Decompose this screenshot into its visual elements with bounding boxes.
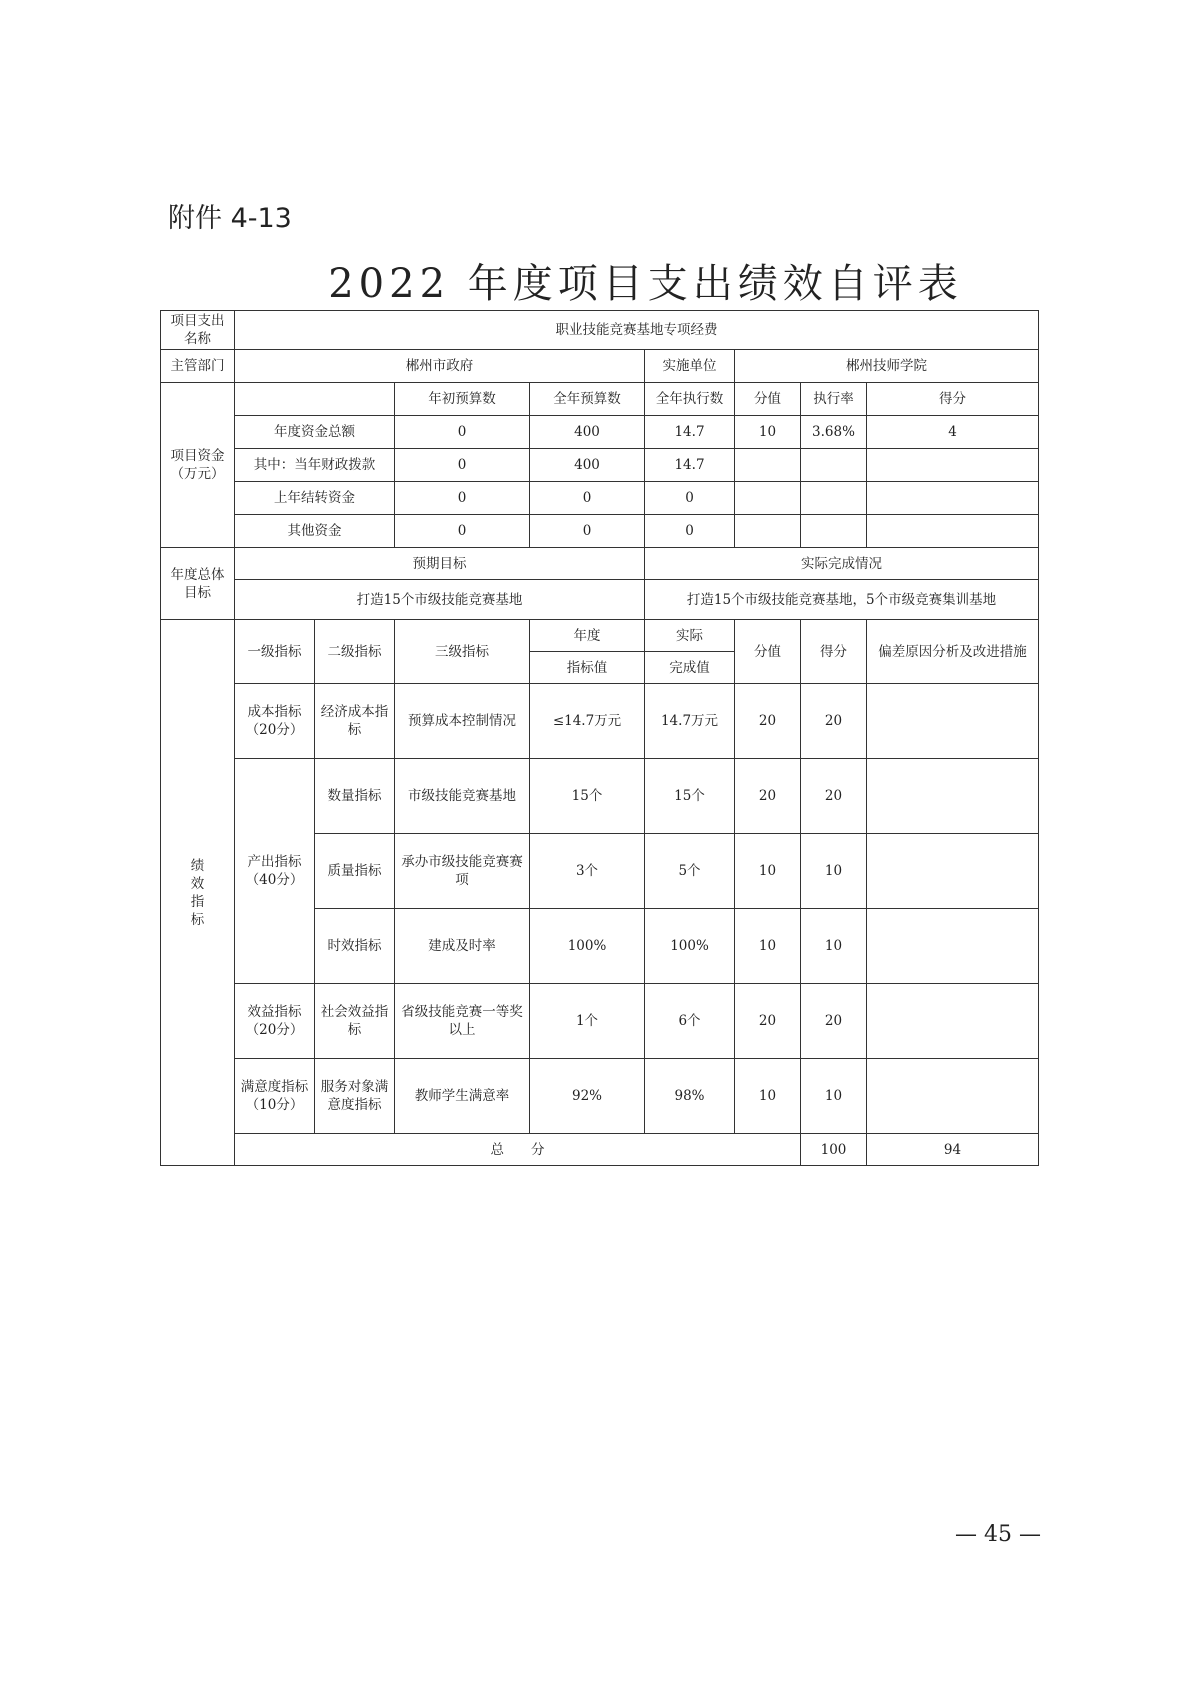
actual-cell: 100% xyxy=(645,909,735,984)
funds-executed: 0 xyxy=(645,515,735,548)
header-annual-top: 年度 xyxy=(530,620,645,652)
funds-score-value: 10 xyxy=(735,416,801,449)
total-score-value: 100 xyxy=(801,1134,867,1166)
score-cell: 20 xyxy=(801,759,867,834)
level2-cell: 质量指标 xyxy=(315,834,395,909)
target-cell: ≤14.7万元 xyxy=(530,684,645,759)
funds-row xyxy=(161,482,1039,515)
level2-cell: 时效指标 xyxy=(315,909,395,984)
deviation-cell xyxy=(867,684,1039,759)
goals-label: 年度总体目标 xyxy=(161,548,235,620)
funds-annual: 0 xyxy=(530,482,645,515)
level2-cell: 经济成本指标 xyxy=(315,684,395,759)
level1-cell: 效益指标（20分） xyxy=(235,984,315,1059)
funds-row-label: 其中：当年财政拨款 xyxy=(235,449,395,482)
score-cell: 10 xyxy=(801,834,867,909)
funds-rate xyxy=(801,449,867,482)
department-row xyxy=(161,350,1039,383)
total-row xyxy=(161,1134,1039,1166)
header-level1: 一级指标 xyxy=(235,620,315,684)
goals-expected-label: 预期目标 xyxy=(235,548,645,580)
actual-cell: 15个 xyxy=(645,759,735,834)
funds-initial: 0 xyxy=(395,449,530,482)
funds-score-value xyxy=(735,515,801,548)
funds-score: 4 xyxy=(867,416,1039,449)
level1-cell: 产出指标（40分） xyxy=(235,759,315,984)
funds-rate: 3.68% xyxy=(801,416,867,449)
attachment-number: 附件 4-13 xyxy=(168,203,292,234)
funds-score xyxy=(867,449,1039,482)
target-cell: 1个 xyxy=(530,984,645,1059)
department-value: 郴州市政府 xyxy=(235,350,645,383)
goals-header-row xyxy=(161,548,1039,580)
score-value-cell: 20 xyxy=(735,684,801,759)
score-cell: 20 xyxy=(801,984,867,1059)
funds-row xyxy=(161,416,1039,449)
target-cell: 92% xyxy=(530,1059,645,1134)
funds-executed: 14.7 xyxy=(645,416,735,449)
deviation-cell xyxy=(867,984,1039,1059)
funds-annual: 400 xyxy=(530,416,645,449)
funds-header-rate: 执行率 xyxy=(801,383,867,416)
funds-score xyxy=(867,482,1039,515)
header-deviation: 偏差原因分析及改进措施 xyxy=(867,620,1039,684)
department-label: 主管部门 xyxy=(161,350,235,383)
funds-row-label: 其他资金 xyxy=(235,515,395,548)
score-value-cell: 10 xyxy=(735,834,801,909)
header-actual-bottom: 完成值 xyxy=(645,652,735,684)
goals-row xyxy=(161,580,1039,620)
level2-cell: 数量指标 xyxy=(315,759,395,834)
score-value-cell: 20 xyxy=(735,759,801,834)
funds-row-label: 上年结转资金 xyxy=(235,482,395,515)
deviation-cell xyxy=(867,909,1039,984)
funds-annual: 0 xyxy=(530,515,645,548)
target-cell: 15个 xyxy=(530,759,645,834)
funds-initial: 0 xyxy=(395,482,530,515)
funds-annual: 400 xyxy=(530,449,645,482)
actual-cell: 5个 xyxy=(645,834,735,909)
funds-row xyxy=(161,515,1039,548)
indicator-row xyxy=(161,684,1039,759)
page-title: 2022 年度项目支出绩效自评表 xyxy=(328,261,963,307)
funds-header-initial: 年初预算数 xyxy=(395,383,530,416)
deviation-cell xyxy=(867,759,1039,834)
funds-score xyxy=(867,515,1039,548)
level3-cell: 承办市级技能竞赛赛项 xyxy=(395,834,530,909)
actual-cell: 98% xyxy=(645,1059,735,1134)
funds-header-score-value: 分值 xyxy=(735,383,801,416)
funds-initial: 0 xyxy=(395,515,530,548)
funds-header-row xyxy=(161,383,1039,416)
funds-rate xyxy=(801,515,867,548)
funds-rate xyxy=(801,482,867,515)
score-cell: 10 xyxy=(801,1059,867,1134)
header-score-value: 分值 xyxy=(735,620,801,684)
total-label: 总 分 xyxy=(235,1134,801,1166)
header-score: 得分 xyxy=(801,620,867,684)
actual-cell: 14.7万元 xyxy=(645,684,735,759)
indicators-label: 绩 效 指 标 xyxy=(161,620,235,1166)
score-value-cell: 10 xyxy=(735,909,801,984)
goals-expected: 打造15个市级技能竞赛基地 xyxy=(235,580,645,620)
deviation-cell xyxy=(867,834,1039,909)
funds-score-value xyxy=(735,482,801,515)
level1-cell: 成本指标（20分） xyxy=(235,684,315,759)
level3-cell: 预算成本控制情况 xyxy=(395,684,530,759)
score-cell: 10 xyxy=(801,909,867,984)
funds-row-label: 年度资金总额 xyxy=(235,416,395,449)
project-name-label: 项目支出名称 xyxy=(161,311,235,350)
header-actual-top: 实际 xyxy=(645,620,735,652)
indicators-header-row xyxy=(161,620,1039,652)
funds-header-annual: 全年预算数 xyxy=(530,383,645,416)
funds-executed: 14.7 xyxy=(645,449,735,482)
target-cell: 100% xyxy=(530,909,645,984)
indicator-row xyxy=(161,1059,1039,1134)
funds-header-executed: 全年执行数 xyxy=(645,383,735,416)
funds-executed: 0 xyxy=(645,482,735,515)
project-name-value: 职业技能竞赛基地专项经费 xyxy=(235,311,1039,350)
level3-cell: 建成及时率 xyxy=(395,909,530,984)
funds-header-blank xyxy=(235,383,395,416)
header-level3: 三级指标 xyxy=(395,620,530,684)
funds-label: 项目资金（万元） xyxy=(161,383,235,548)
implementing-unit-value: 郴州技师学院 xyxy=(735,350,1039,383)
level3-cell: 市级技能竞赛基地 xyxy=(395,759,530,834)
goals-actual: 打造15个市级技能竞赛基地，5个市级竞赛集训基地 xyxy=(645,580,1039,620)
performance-table xyxy=(160,310,1039,1166)
level2-cell: 服务对象满意度指标 xyxy=(315,1059,395,1134)
target-cell: 3个 xyxy=(530,834,645,909)
header-annual-bottom: 指标值 xyxy=(530,652,645,684)
deviation-cell xyxy=(867,1059,1039,1134)
project-name-row xyxy=(161,311,1039,350)
level2-cell: 社会效益指标 xyxy=(315,984,395,1059)
page-number: — 45 — xyxy=(955,1522,1041,1547)
score-value-cell: 10 xyxy=(735,1059,801,1134)
indicator-row xyxy=(161,759,1039,834)
level1-cell: 满意度指标（10分） xyxy=(235,1059,315,1134)
funds-initial: 0 xyxy=(395,416,530,449)
funds-row xyxy=(161,449,1039,482)
funds-score-value xyxy=(735,449,801,482)
funds-header-score: 得分 xyxy=(867,383,1039,416)
actual-cell: 6个 xyxy=(645,984,735,1059)
indicator-row xyxy=(161,984,1039,1059)
goals-actual-label: 实际完成情况 xyxy=(645,548,1039,580)
level3-cell: 教师学生满意率 xyxy=(395,1059,530,1134)
score-value-cell: 20 xyxy=(735,984,801,1059)
score-cell: 20 xyxy=(801,684,867,759)
total-score: 94 xyxy=(867,1134,1039,1166)
header-level2: 二级指标 xyxy=(315,620,395,684)
level3-cell: 省级技能竞赛一等奖以上 xyxy=(395,984,530,1059)
implementing-unit-label: 实施单位 xyxy=(645,350,735,383)
